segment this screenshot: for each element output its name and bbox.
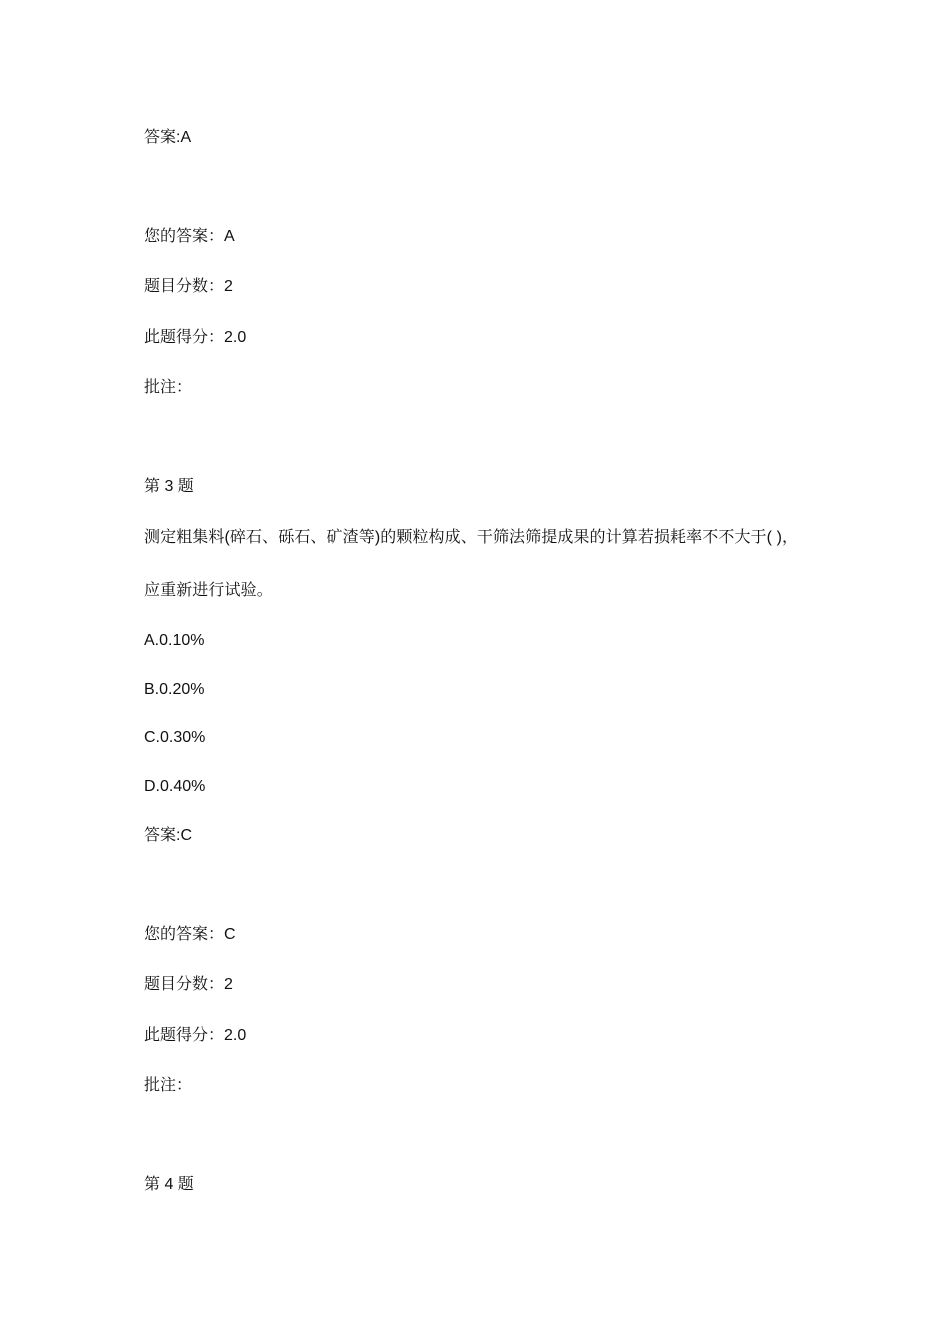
q2-answer: 答案:A: [144, 129, 192, 146]
q2-your-answer: 您的答案：A: [144, 228, 235, 245]
q2-points: 题目分数：2: [144, 278, 233, 295]
q3-option-a: A.0.10%: [144, 632, 205, 649]
q3-heading: 第 3 题: [144, 478, 194, 495]
q3-score: 此题得分：2.0: [144, 1027, 247, 1044]
q3-option-d: D.0.40%: [144, 778, 206, 795]
q2-note: 批注：: [144, 379, 193, 396]
q3-points: 题目分数：2: [144, 976, 233, 993]
q3-question-line2: 应重新进行试验。: [144, 582, 273, 599]
q3-question-line1: 测定粗集料(碎石、砾石、矿渣等)的颗粒构成、干筛法筛提成果的计算若损耗率不不大于( )，: [144, 529, 799, 546]
q3-option-b: B.0.20%: [144, 681, 205, 698]
q3-note: 批注：: [144, 1077, 193, 1094]
q2-score: 此题得分：2.0: [144, 329, 247, 346]
q4-heading: 第 4 题: [144, 1176, 194, 1193]
q3-answer: 答案:C: [144, 827, 193, 844]
q3-option-c: C.0.30%: [144, 729, 206, 746]
q3-your-answer: 您的答案：C: [144, 926, 236, 943]
